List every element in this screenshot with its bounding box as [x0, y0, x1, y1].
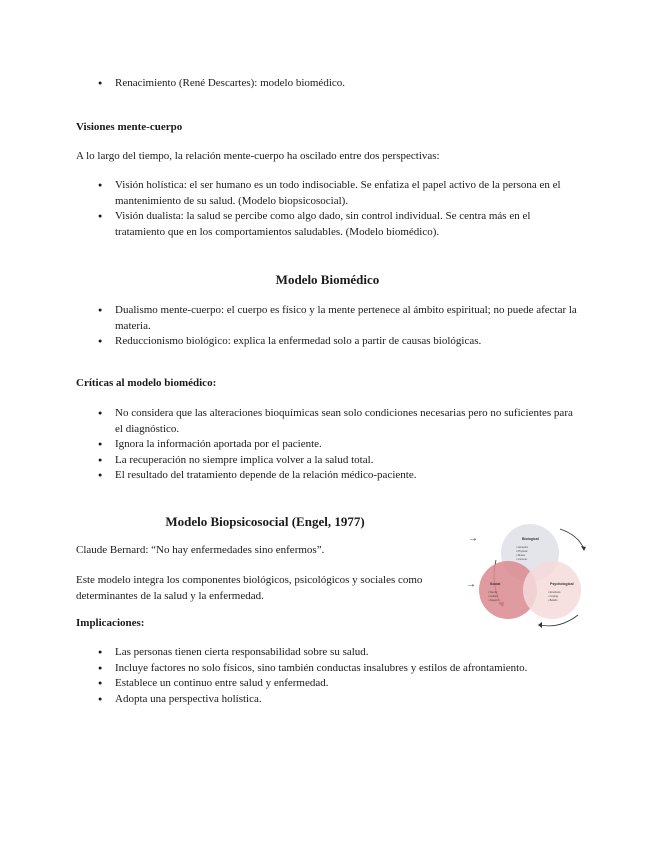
svg-text:→: → — [468, 533, 478, 544]
list-item: ● Adopta una perspectiva holística. — [98, 692, 578, 708]
biopsychosocial-title: Modelo Biopsicosocial (Engel, 1977) — [165, 514, 365, 529]
intro-list — [98, 76, 578, 92]
svg-text:• Physical: • Physical — [516, 550, 528, 553]
psychological-label: Psychological — [550, 582, 574, 586]
list-item: ● El resultado del tratamiento depende de la relación médico-paciente. — [98, 468, 578, 484]
list-item: ● Renacimiento (René Descartes): modelo biomédico. — [98, 76, 578, 92]
list-item: ● Visión dualista: la salud se percibe como algo dado, sin control individual. Se centra más en el tratamiento que en los comportamientos saludables. (Modelo biomédico). — [98, 209, 578, 240]
list-item: ● Ignora la información aportada por el paciente. — [98, 437, 578, 453]
list-item: ● Dualismo mente-cuerpo: el cuerpo es físico y la mente pertenece al ámbito espiritual; no puede afectar la materia. — [98, 303, 578, 334]
svg-text:• Illness: • Illness — [516, 554, 525, 557]
list-item: ● Reduccionismo biológico: explica la enfermedad solo a partir de causas biológicas. — [98, 334, 578, 350]
psychological-circle — [523, 561, 581, 619]
svg-text:• Genetics: • Genetics — [516, 546, 528, 549]
model-description: Este modelo integra los componentes biológicos, psicológicos y sociales como determinantes de la salud y la enfermedad. — [76, 574, 423, 602]
list-item: ● Visión holística: el ser humano es un todo indisociable. Se enfatiza el papel activo de la persona en el mantenimiento de su salud. (Modelo biopsicosocial). — [98, 178, 578, 209]
social-label: Social — [490, 582, 501, 586]
list-item: ● Las personas tienen cierta responsabilidad sobre su salud. — [98, 645, 578, 661]
list-item: ● La recuperación no siempre implica volver a la salud total. — [98, 453, 578, 469]
quote-text: Claude Bernard: “No hay enfermedades sino enfermos”. — [76, 544, 325, 556]
svg-text:• Beliefs: • Beliefs — [548, 599, 558, 602]
biomedical-list — [98, 303, 578, 350]
list-item: ● Establece un continuo entre salud y enfermedad. — [98, 676, 578, 692]
list-item: ● Incluye factores no solo físicos, sino también conductas insalubres y estilos de afrontamiento. — [98, 661, 578, 677]
biological-label: Biological — [522, 537, 539, 541]
svg-text:• Family: • Family — [488, 591, 498, 594]
svg-text:→: → — [466, 579, 476, 590]
svg-text:• Emotions: • Emotions — [548, 591, 561, 594]
biopsychosocial-venn-diagram — [460, 515, 610, 635]
implications-heading: Implicaciones: — [76, 617, 145, 629]
mind-body-intro: A lo largo del tiempo, la relación mente-cuerpo ha oscilado entre dos perspectivas: — [76, 150, 440, 162]
svg-text:• Culture: • Culture — [488, 595, 498, 598]
list-item: ● No considera que las alteraciones bioquímicas sean solo condiciones necesarias pero no suficientes para el diagnóstico. — [98, 406, 578, 437]
implications-list — [98, 645, 578, 707]
svg-text:• Support: • Support — [488, 599, 499, 602]
critiques-heading: Críticas al modelo biomédico: — [76, 377, 217, 389]
mind-body-heading: Visiones mente-cuerpo — [76, 121, 183, 133]
svg-text:• Immune: • Immune — [516, 558, 527, 561]
svg-text:• Coping: • Coping — [548, 595, 558, 598]
biomedical-title: Modelo Biomédico — [275, 272, 380, 287]
critiques-list — [98, 406, 578, 484]
mind-body-list — [98, 178, 578, 240]
